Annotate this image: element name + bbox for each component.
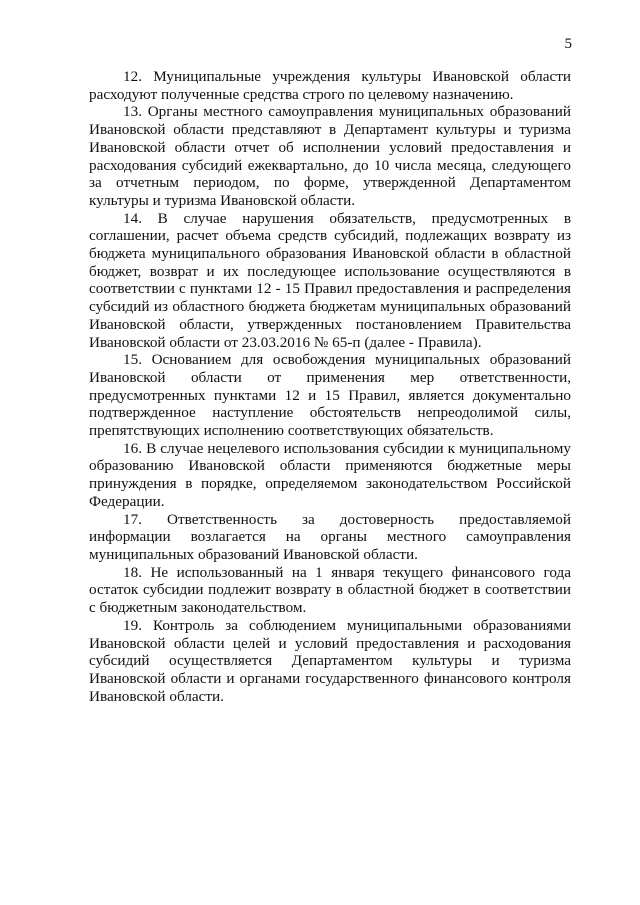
paragraph-14: 14. В случае нарушения обязательств, предусмотренных в соглашении, расчет объема средств субсидий, подлежащих возврату из бюджета муниципального образования Ивановской области в областной бюджет, возврат и их последующее использование осуществляются в соответствии с пунктами 12 - 15 Правил предоставления и распределения субсидий из областного бюджета бюджетам муниципальных образований Ивановской области, утвержденных постановлением Правительства Ивановской области от 23.03.2016 № 65-п (далее - Правила). <box>89 209 571 351</box>
paragraph-16: 16. В случае нецелевого использования субсидии к муниципальному образованию Ивановской области применяются бюджетные меры принуждения в порядке, определяемом законодательством Российской Федерации. <box>89 439 571 510</box>
paragraph-17: 17. Ответственность за достоверность предоставляемой информации возлагается на органы местного самоуправления муниципальных образований Ивановской области. <box>89 510 571 563</box>
paragraph-15: 15. Основанием для освобождения муниципальных образований Ивановской области от применения мер ответственности, предусмотренных пунктами 12 и 15 Правил, является документально подтвержденное наступление обстоятельств непреодолимой силы, препятствующих исполнению соответствующих обязательств. <box>89 351 571 440</box>
paragraph-19: 19. Контроль за соблюдением муниципальными образованиями Ивановской области целей и условий предоставления и расходования субсидий осуществляется Департаментом культуры и туризма Ивановской области и органами государственного финансового контроля Ивановской области. <box>89 616 571 705</box>
paragraph-12: 12. Муниципальные учреждения культуры Ивановской области расходуют полученные средства строго по целевому назначению. <box>89 68 571 103</box>
paragraph-13: 13. Органы местного самоуправления муниципальных образований Ивановской области представляют в Департамент культуры и туризма Ивановской области отчет об исполнении условий предоставления и расходования субсидий ежеквартально, до 10 числа месяца, следующего за отчетным периодом, по форме, утвержденной Департаментом культуры и туризма Ивановской области. <box>89 103 571 209</box>
document-body <box>89 68 571 705</box>
page-number: 5 <box>564 36 572 52</box>
paragraph-18: 18. Не использованный на 1 января текущего финансового года остаток субсидии подлежит возврату в областной бюджет в соответствии с бюджетным законодательством. <box>89 563 571 617</box>
